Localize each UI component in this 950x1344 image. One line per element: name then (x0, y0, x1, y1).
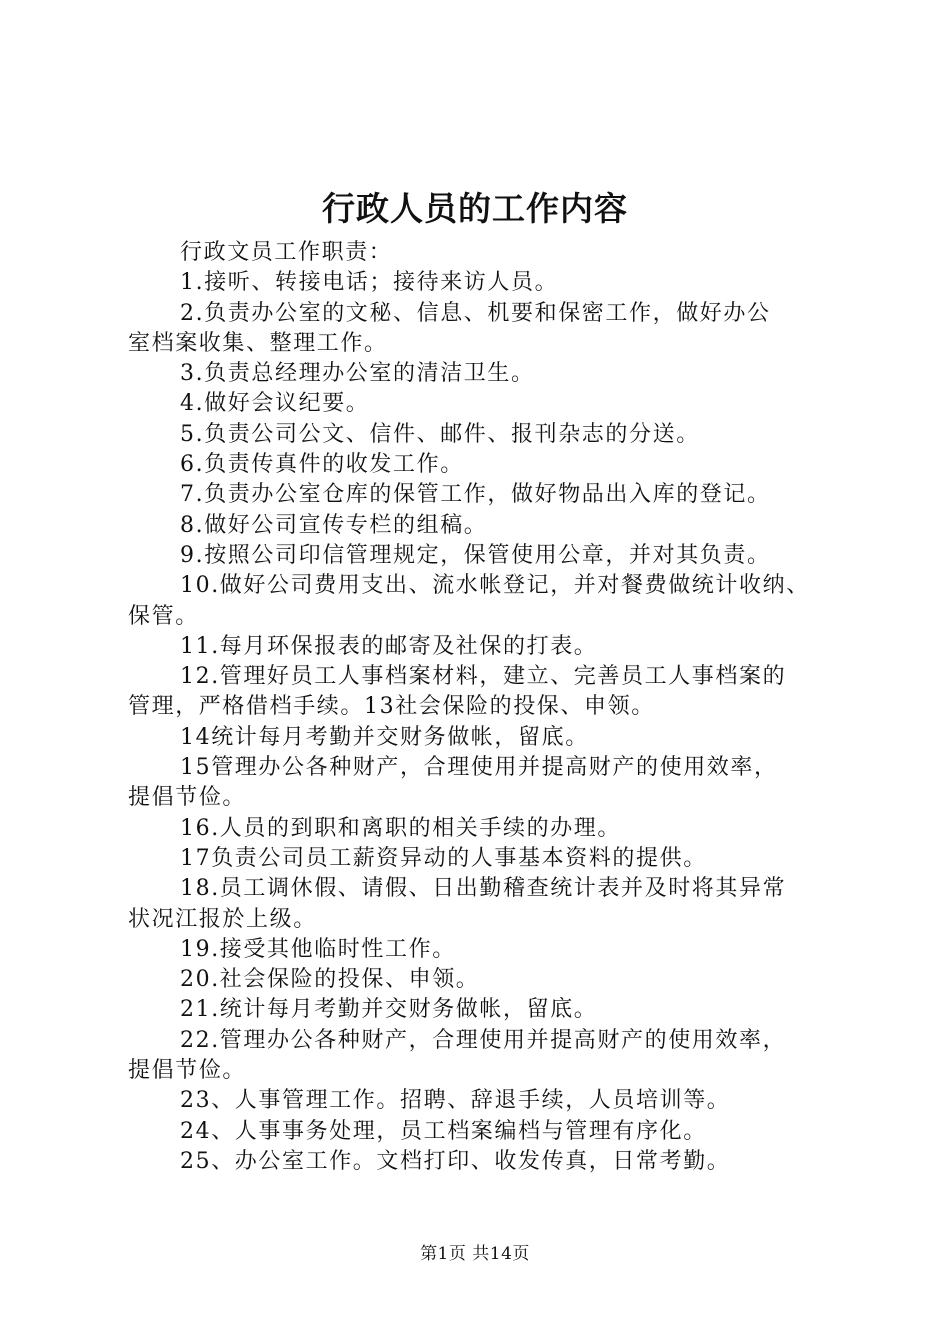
paragraph-line: 25、办公室工作。文档打印、收发传真，日常考勤。 (180, 1148, 731, 1174)
paragraph-line: 12.管理好员工人事档案材料，建立、完善员工人事档案的 (180, 664, 787, 690)
paragraph-line: 9.按照公司印信管理规定，保管使用公章，并对其负责。 (180, 542, 771, 568)
paragraph-line: 5.负责公司公文、信件、邮件、报刊杂志的分送。 (180, 421, 700, 447)
paragraph-line: 行政文员工作职责： (180, 240, 393, 265)
paragraph-line: 1.接听、转接电话；接待来访人员。 (180, 270, 559, 296)
document-body (128, 238, 840, 1177)
paragraph-continuation-line: 保管。 (128, 603, 199, 629)
paragraph-line: 7.负责办公室仓库的保管工作，做好物品出入库的登记。 (180, 482, 771, 508)
paragraph-line: 19.接受其他临时性工作。 (180, 936, 456, 962)
paragraph-line: 18.员工调休假、请假、日出勤稽查统计表并及时将其异常 (180, 876, 787, 902)
paragraph-continuation-line: 状况江报於上级。 (128, 906, 317, 932)
paragraph-line: 16.人员的到职和离职的相关手续的办理。 (180, 815, 621, 841)
paragraph-line: 8.做好公司宣传专栏的组稿。 (180, 512, 488, 538)
page-footer: 第1页 共14页 (420, 1244, 530, 1264)
paragraph-line: 4.做好会议纪要。 (180, 391, 370, 417)
paragraph-line: 22.管理办公各种财产，合理使用并提高财产的使用效率， (180, 1027, 787, 1053)
paragraph-line: 11.每月环保报表的邮寄及社保的打表。 (180, 633, 598, 659)
paragraph-continuation-line: 提倡节俭。 (128, 1058, 247, 1084)
paragraph-line: 17负责公司员工薪资异动的人事基本资料的提供。 (180, 845, 707, 871)
paragraph-line: 23、人事管理工作。招聘、辞退手续，人员培训等。 (180, 1088, 731, 1114)
paragraph-line: 21.统计每月考勤并交财务做帐，留底。 (180, 997, 598, 1023)
paragraph-line: 15管理办公各种财产，合理使用并提高财产的使用效率， (180, 755, 778, 781)
paragraph-line: 2.负责办公室的文秘、信息、机要和保密工作，做好办公 (180, 300, 771, 326)
paragraph-continuation-line: 室档案收集、整理工作。 (128, 330, 388, 356)
paragraph-line: 10.做好公司费用支出、流水帐登记，并对餐费做统计收纳、 (180, 573, 810, 599)
paragraph-line: 20.社会保险的投保、申领。 (180, 967, 480, 993)
paragraph-continuation-line: 提倡节俭。 (128, 785, 247, 811)
paragraph-line: 24、人事事务处理，员工档案编档与管理有序化。 (180, 1118, 707, 1144)
paragraph-continuation-line: 管理，严格借档手续。13社会保险的投保、申领。 (128, 694, 655, 720)
paragraph-line: 14统计每月考勤并交财务做帐，留底。 (180, 724, 589, 750)
paragraph-line: 6.负责传真件的收发工作。 (180, 452, 464, 478)
document-title: 行政人员的工作内容 (322, 189, 628, 228)
paragraph-line: 3.负责总经理办公室的清洁卫生。 (180, 361, 535, 387)
